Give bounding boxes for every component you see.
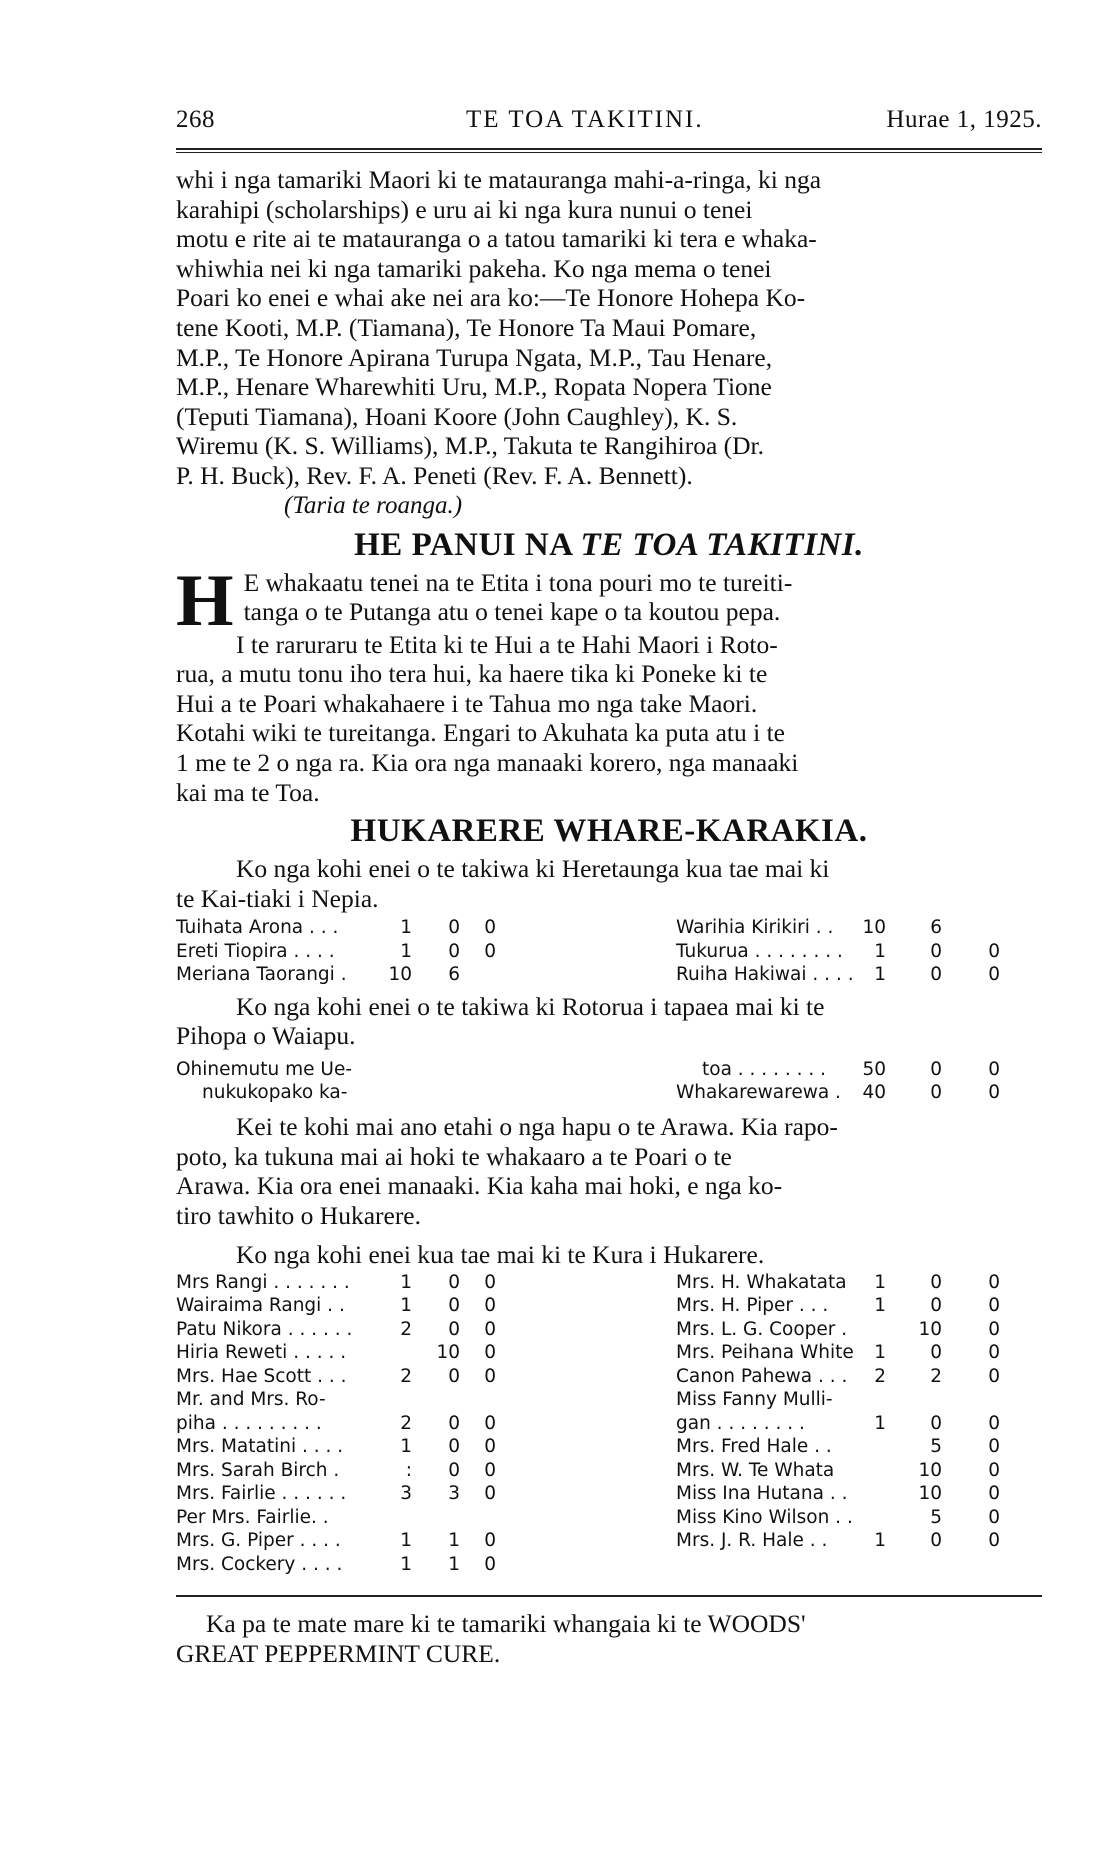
- amount-shillings: 10: [918, 1318, 942, 1340]
- amount-pence: 0: [484, 940, 496, 962]
- donor-name: Tukurua . . . . . . . .: [676, 940, 843, 962]
- section-rule: [176, 1595, 1042, 1597]
- text-line: Ko nga kohi enei kua tae mai ki te Kura i Hukarere.: [236, 1240, 765, 1270]
- donor-name: Mrs. Peihana White: [676, 1342, 854, 1364]
- amount-shillings: 0: [448, 940, 460, 962]
- amount-pounds: 1: [400, 1530, 412, 1552]
- table-row: [176, 1082, 1042, 1106]
- amount-shillings: 0: [930, 1082, 942, 1104]
- amount-pence: 0: [988, 1342, 1000, 1364]
- arawa-paragraph: [176, 1112, 1042, 1230]
- amount-shillings: 0: [448, 1365, 460, 1387]
- amount-pounds: 1: [874, 1530, 886, 1552]
- text-line: Ka pa te mate mare ki te tamariki whangaia ki te WOODS': [206, 1609, 806, 1639]
- amount-pence: 0: [484, 1553, 496, 1575]
- amount-pounds: 2: [400, 1365, 412, 1387]
- text-line: Kotahi wiki te tureitanga. Engari to Akuhata ka puta atu i te: [176, 718, 785, 748]
- newspaper-page: [176, 104, 1042, 1669]
- text-line: GREAT PEPPERMINT CURE.: [176, 1639, 501, 1669]
- amount-pence: 0: [484, 1436, 496, 1458]
- amount-shillings: 5: [930, 1506, 942, 1528]
- amount-shillings: 0: [930, 1412, 942, 1434]
- advertisement: [176, 1609, 1042, 1668]
- donor-name: Mrs. L. G. Cooper .: [676, 1318, 848, 1340]
- amount-shillings: 0: [448, 917, 460, 939]
- donor-name: Mrs. Fairlie . . . . . .: [176, 1483, 347, 1505]
- donor-name: Mrs. Sarah Birch .: [176, 1459, 340, 1481]
- text-line: (Teputi Tiamana), Hoani Koore (John Caughley), K. S.: [176, 401, 738, 431]
- amount-pounds: 1: [874, 940, 886, 962]
- donor-name: Ruiha Hakiwai . . . .: [676, 964, 854, 986]
- panui-paragraph: [176, 559, 1042, 808]
- amount-pence: 0: [988, 1271, 1000, 1293]
- text-line: tiro tawhito o Hukarere.: [176, 1200, 422, 1230]
- amount-pence: 0: [484, 1342, 496, 1364]
- table-row: [176, 1483, 1042, 1507]
- text-line: P. H. Buck), Rev. F. A. Peneti (Rev. F. A. Bennett).: [176, 460, 693, 490]
- amount-pence: 0: [988, 1506, 1000, 1528]
- amount-pence: 0: [988, 940, 1000, 962]
- donor-name: Mrs. Fred Hale . .: [676, 1436, 832, 1458]
- amount-pounds: 40: [862, 1082, 886, 1104]
- amount-shillings: 0: [930, 1530, 942, 1552]
- amount-pence: 0: [988, 964, 1000, 986]
- to-be-continued: (Taria te roanga.): [284, 491, 463, 519]
- donor-name: Canon Pahewa . . .: [676, 1365, 848, 1387]
- table-row: [176, 1507, 1042, 1531]
- donations-table-rotorua: [176, 1059, 1042, 1106]
- amount-pounds: 1: [874, 1271, 886, 1293]
- donor-name: Mrs Rangi . . . . . . .: [176, 1271, 350, 1293]
- amount-pence: 0: [988, 1318, 1000, 1340]
- text-line: Ko nga kohi enei o te takiwa ki Rotorua i tapaea mai ki te: [236, 991, 825, 1021]
- amount-pounds: 1: [400, 1553, 412, 1575]
- table-row: [176, 1319, 1042, 1343]
- table-row: [176, 1413, 1042, 1437]
- text-line: tanga o te Putanga atu o tenei kape o ta koutou pepa.: [243, 597, 781, 627]
- amount-pounds: 1: [874, 964, 886, 986]
- amount-shillings: 0: [448, 1436, 460, 1458]
- page-number: 268: [176, 106, 215, 133]
- donor-name: Patu Nikora . . . . . .: [176, 1318, 353, 1340]
- donor-name: Ereti Tiopira . . . .: [176, 940, 335, 962]
- amount-pence: 0: [988, 1082, 1000, 1104]
- amount-pence: 0: [988, 1295, 1000, 1317]
- amount-pounds: 1: [400, 1436, 412, 1458]
- text-line: I te raruraru te Etita ki te Hui a te Hahi Maori i Roto-: [236, 629, 778, 659]
- amount-pounds: 1: [400, 917, 412, 939]
- text-line: motu e rite ai te matauranga o a tatou tamariki ki tera e whaka-: [176, 224, 817, 254]
- amount-pence: 0: [484, 1483, 496, 1505]
- donor-name: Miss Ina Hutana . .: [676, 1483, 848, 1505]
- text-line: Pihopa o Waiapu.: [176, 1021, 356, 1051]
- intro-paragraph: [176, 165, 1042, 521]
- donor-name: Ohinemutu me Ue-: [176, 1058, 353, 1080]
- donor-name: gan . . . . . . . .: [676, 1412, 805, 1434]
- text-line: Wiremu (K. S. Williams), M.P., Takuta te Rangihiroa (Dr.: [176, 431, 765, 461]
- table-row: [176, 1436, 1042, 1460]
- amount-shillings: 0: [930, 964, 942, 986]
- donor-name: Tuihata Arona . . .: [176, 917, 339, 939]
- amount-pence: 0: [484, 1295, 496, 1317]
- donor-name: Mrs. Cockery . . . .: [176, 1553, 343, 1575]
- text-line: Ko nga kohi enei o te takiwa ki Heretaunga kua tae mai ki: [236, 854, 830, 884]
- amount-pounds: 1: [400, 1271, 412, 1293]
- page-header: [176, 104, 1042, 142]
- donor-name: Miss Fanny Mulli-: [676, 1389, 833, 1411]
- amount-pounds: 1: [400, 1295, 412, 1317]
- amount-pence: 0: [484, 1365, 496, 1387]
- amount-pence: 0: [988, 1436, 1000, 1458]
- amount-shillings: 0: [930, 1058, 942, 1080]
- text-line: karahipi (scholarships) e uru ai ki nga kura nunui o tenei: [176, 194, 753, 224]
- donor-name: Mr. and Mrs. Ro-: [176, 1389, 326, 1411]
- text-line: whiwhia nei ki nga tamariki pakeha. Ko nga mema o tenei: [176, 253, 772, 283]
- amount-shillings: 0: [448, 1271, 460, 1293]
- donor-name: Mrs. Matatini . . . .: [176, 1436, 344, 1458]
- text-line: tene Kooti, M.P. (Tiamana), Te Honore Ta Maui Pomare,: [176, 312, 757, 342]
- amount-pounds: 50: [862, 1058, 886, 1080]
- amount-shillings: 0: [930, 1271, 942, 1293]
- amount-pence: 0: [988, 1530, 1000, 1552]
- text-line: kai ma te Toa.: [176, 777, 320, 807]
- donor-name: piha . . . . . . . . .: [176, 1412, 322, 1434]
- text-line: Kei te kohi mai ano etahi o nga hapu o te Arawa. Kia rapo-: [236, 1111, 838, 1141]
- amount-shillings: 2: [930, 1365, 942, 1387]
- amount-shillings: 6: [448, 964, 460, 986]
- panui-heading-plain: HE PANUI NA: [354, 526, 581, 563]
- amount-shillings: 0: [448, 1459, 460, 1481]
- amount-pence: 0: [988, 1483, 1000, 1505]
- panui-heading: [176, 527, 1042, 564]
- amount-shillings: 0: [448, 1295, 460, 1317]
- table-row: [176, 1530, 1042, 1554]
- donor-name: Mrs. J. R. Hale . .: [676, 1530, 828, 1552]
- table-row: [176, 1059, 1042, 1083]
- amount-shillings: 6: [930, 917, 942, 939]
- table-row: [176, 1389, 1042, 1413]
- amount-pence: 0: [484, 1459, 496, 1481]
- donor-name: Mrs. Hae Scott . . .: [176, 1365, 347, 1387]
- table-row: [176, 1554, 1042, 1578]
- amount-shillings: 5: [930, 1436, 942, 1458]
- amount-pounds: :: [405, 1459, 412, 1481]
- panui-heading-italic: TE TOA TAKITINI.: [580, 526, 864, 563]
- donor-name: nukukopako ka-: [202, 1082, 348, 1104]
- table-row: [176, 1366, 1042, 1390]
- amount-pounds: 1: [874, 1295, 886, 1317]
- amount-shillings: 0: [448, 1318, 460, 1340]
- table-row: [176, 1460, 1042, 1484]
- amount-shillings: 0: [448, 1412, 460, 1434]
- amount-shillings: 3: [448, 1483, 460, 1505]
- donations-table-hukarere: [176, 1272, 1042, 1578]
- donor-name: Mrs. G. Piper . . . .: [176, 1530, 341, 1552]
- amount-pounds: 10: [388, 964, 412, 986]
- donor-name: Miss Kino Wilson . .: [676, 1506, 853, 1528]
- amount-pounds: 1: [400, 940, 412, 962]
- table-row: [176, 1342, 1042, 1366]
- table-row: [176, 917, 1042, 941]
- amount-pence: 0: [988, 1459, 1000, 1481]
- amount-pounds: 1: [874, 1412, 886, 1434]
- amount-pounds: 2: [400, 1412, 412, 1434]
- text-line: 1 me te 2 o nga ra. Kia ora nga manaaki korero, nga manaaki: [176, 747, 799, 777]
- drop-cap: H: [176, 559, 234, 642]
- amount-pounds: 2: [400, 1318, 412, 1340]
- amount-shillings: 1: [448, 1530, 460, 1552]
- donor-name: Mrs. W. Te Whata: [676, 1459, 835, 1481]
- amount-shillings: 10: [918, 1483, 942, 1505]
- amount-shillings: 0: [930, 940, 942, 962]
- donor-name: Per Mrs. Fairlie. .: [176, 1506, 329, 1528]
- amount-shillings: 1: [448, 1553, 460, 1575]
- amount-pence: 0: [484, 1412, 496, 1434]
- amount-pence: 0: [484, 1271, 496, 1293]
- amount-pounds: 1: [874, 1342, 886, 1364]
- issue-date: Hurae 1, 1925.: [886, 106, 1042, 133]
- text-line: te Kai-tiaki i Nepia.: [176, 883, 379, 913]
- donor-name: Warihia Kirikiri . .: [676, 917, 834, 939]
- donor-name: Mrs. H. Whakatata: [676, 1271, 847, 1293]
- table-row: [176, 964, 1042, 988]
- donor-name: Mrs. H. Piper . . .: [676, 1295, 829, 1317]
- amount-pence: 0: [484, 1318, 496, 1340]
- text-line: Poari ko enei e whai ake nei ara ko:—Te Honore Hohepa Ko-: [176, 283, 806, 313]
- table-row: [176, 941, 1042, 965]
- table-row: [176, 1272, 1042, 1296]
- donor-name: Wairaima Rangi . .: [176, 1295, 345, 1317]
- amount-shillings: 10: [436, 1342, 460, 1364]
- donor-name: Hiria Reweti . . . . .: [176, 1342, 347, 1364]
- text-line: poto, ka tukuna mai ai hoki te whakaaro a te Poari o te: [176, 1141, 732, 1171]
- text-line: whi i nga tamariki Maori ki te matauranga mahi-a-ringa, ki nga: [176, 165, 822, 194]
- amount-pounds: 10: [862, 917, 886, 939]
- amount-shillings: 0: [930, 1295, 942, 1317]
- text-line: Hui a te Poari whakahaere i te Tahua mo nga take Maori.: [176, 688, 758, 718]
- table-row: [176, 1295, 1042, 1319]
- amount-pence: 0: [988, 1365, 1000, 1387]
- amount-shillings: 10: [918, 1459, 942, 1481]
- amount-pence: 0: [988, 1412, 1000, 1434]
- donations-table-heretaunga: [176, 917, 1042, 988]
- text-line: rua, a mutu tonu iho tera hui, ka haere tika ki Poneke ki te: [176, 659, 768, 689]
- donor-name: Meriana Taorangi .: [176, 964, 347, 986]
- amount-pence: 0: [988, 1058, 1000, 1080]
- text-line: E whakaatu tenei na te Etita i tona pouri mo te tureiti-: [243, 567, 793, 597]
- publication-title: TE TOA TAKITINI.: [466, 106, 704, 133]
- amount-shillings: 0: [930, 1342, 942, 1364]
- text-line: M.P., Te Honore Apirana Turupa Ngata, M.P., Tau Henare,: [176, 342, 773, 372]
- hukarere-heading: HUKARERE WHARE-KARAKIA.: [350, 813, 868, 850]
- amount-pence: 0: [484, 917, 496, 939]
- donor-name: toa . . . . . . . .: [702, 1058, 826, 1080]
- text-line: M.P., Henare Wharewhiti Uru, M.P., Ropata Nopera Tione: [176, 372, 772, 402]
- text-line: Arawa. Kia ora enei manaaki. Kia kaha mai hoki, e nga ko-: [176, 1171, 783, 1201]
- amount-pounds: 3: [400, 1483, 412, 1505]
- donor-name: Whakarewarewa .: [676, 1082, 841, 1104]
- amount-pence: 0: [484, 1530, 496, 1552]
- amount-pounds: 2: [874, 1365, 886, 1387]
